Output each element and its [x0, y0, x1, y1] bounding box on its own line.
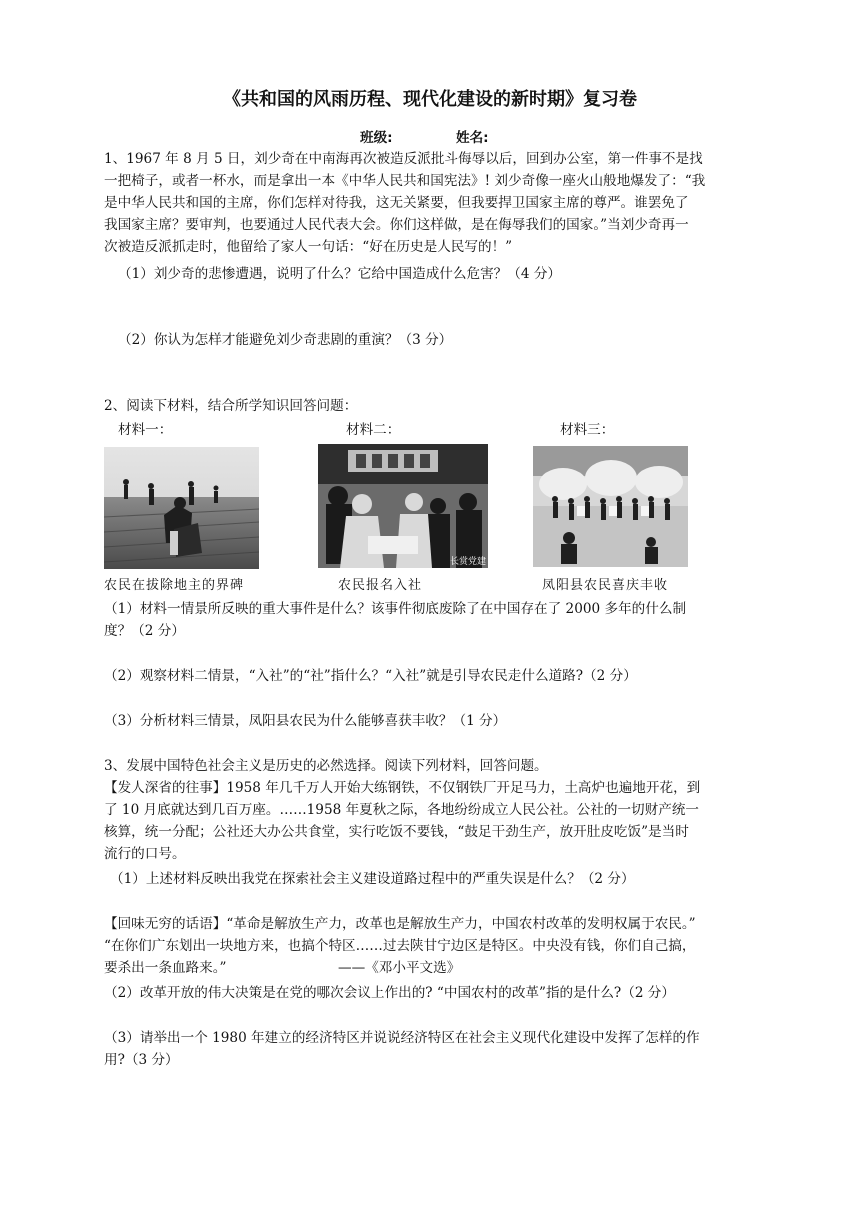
q3-m2-line: “在你们广东划出一块地方来，也搞个特区……过去陕甘宁边区是特区。中央没有钱，你们自己搞， — [104, 938, 696, 954]
q1-line: 是中华人民共和国的主席，你们怎样对待我，这无关紧要，但我要捍卫国家主席的尊严。谁罢免了 — [104, 195, 689, 211]
photo-farmers-joining-cooperative — [318, 444, 488, 568]
q2-intro: 2、阅读下材料，结合所学知识回答问题： — [104, 398, 358, 414]
q3-subquestion-3: （3）请举出一个 1980 年建立的经济特区并说说经济特区在社会主义现代化建设中发挥了怎样的作 — [104, 1030, 700, 1046]
q3-intro: 3、发展中国特色社会主义是历史的必然选择。阅读下列材料，回答问题。 — [104, 758, 548, 774]
q1-line: 我国家主席？要审判，也要通过人民代表大会。你们这样做，是在侮辱我们的国家。”当刘少奇再一 — [104, 217, 689, 233]
q3-subquestion-2: （2）改革开放的伟大决策是在党的哪次会议上作出的? “中国农村的改革”指的是什么?（2 分） — [104, 985, 675, 1001]
q2-subquestion-1-cont: 度？（2 分） — [104, 623, 185, 639]
caption-photo-1: 农民在拔除地主的界碑 — [104, 578, 245, 593]
material-1-label: 材料一： — [118, 422, 173, 438]
name-label: 姓名: — [456, 130, 489, 146]
q3-m1-line: 了 10 月底就达到几百万座。……1958 年夏秋之际，各地纷纷成立人民公社。公社的一切财产统一 — [104, 802, 700, 818]
class-label: 班级: — [360, 130, 393, 146]
q3-m2-source: ——《邓小平文选》 — [338, 960, 461, 976]
q3-m1-line: 【发人深省的往事】1958 年几千万人开始大练钢铁，不仅钢铁厂开足马力，土高炉也遍地开花，到 — [104, 780, 701, 796]
q3-subquestion-3-cont: 用?（3 分） — [104, 1052, 179, 1068]
q1-subquestion-2: （2）你认为怎样才能避免刘少奇悲剧的重演？（3 分） — [118, 332, 453, 348]
q3-m1-line: 核算，统一分配；公社还大办公共食堂，实行吃饭不要钱，“鼓足干劲生产，放开肚皮吃饭”是当时 — [104, 824, 689, 840]
q1-subquestion-1: （1）刘少奇的悲惨遭遇，说明了什么？它给中国造成什么危害？（4 分） — [118, 266, 562, 282]
q1-line: 次被造反派抓走时，他留给了家人一句话：“好在历史是人民写的！” — [104, 239, 513, 255]
q3-m1-line: 流行的口号。 — [104, 846, 186, 862]
photo-watermark: 长赏党建 — [449, 557, 487, 567]
q3-subquestion-1: （1）上述材料反映出我党在探索社会主义建设道路过程中的严重失误是什么？（2 分） — [110, 871, 635, 887]
material-3-label: 材料三： — [560, 422, 615, 438]
q1-line: 1、1967 年 8 月 5 日，刘少奇在中南海再次被造反派批斗侮辱以后，回到办公室，第一件事不是找 — [104, 151, 703, 167]
q2-subquestion-3: （3）分析材料三情景，凤阳县农民为什么能够喜获丰收？（1 分） — [104, 713, 507, 729]
q2-subquestion-2: （2）观察材料二情景，“入社”的“社”指什么？“入社”就是引导农民走什么道路?（2 分） — [104, 668, 637, 684]
caption-photo-3: 凤阳县农民喜庆丰收 — [542, 578, 669, 593]
q3-m2-line: 【回味无穷的话语】“革命是解放生产力，改革也是解放生产力，中国农村改革的发明权属于农民。” — [104, 916, 696, 932]
photo-farmers-removing-boundary — [104, 447, 259, 569]
photo-fengyang-harvest-celebration — [533, 446, 688, 567]
q2-subquestion-1: （1）材料一情景所反映的重大事件是什么？该事件彻底废除了在中国存在了 2000 多年的什么制 — [104, 601, 687, 617]
caption-photo-2: 农民报名入社 — [338, 578, 423, 593]
q1-line: 一把椅子，或者一杯水，而是拿出一本《中华人民共和国宪法》! 刘少奇像一座火山般地爆发了：“我 — [104, 173, 706, 189]
q3-m2-line: 要杀出一条血路来。” — [104, 960, 227, 976]
material-2-label: 材料二： — [346, 422, 401, 438]
page-title: 《共和国的风雨历程、现代化建设的新时期》复习卷 — [223, 89, 637, 110]
